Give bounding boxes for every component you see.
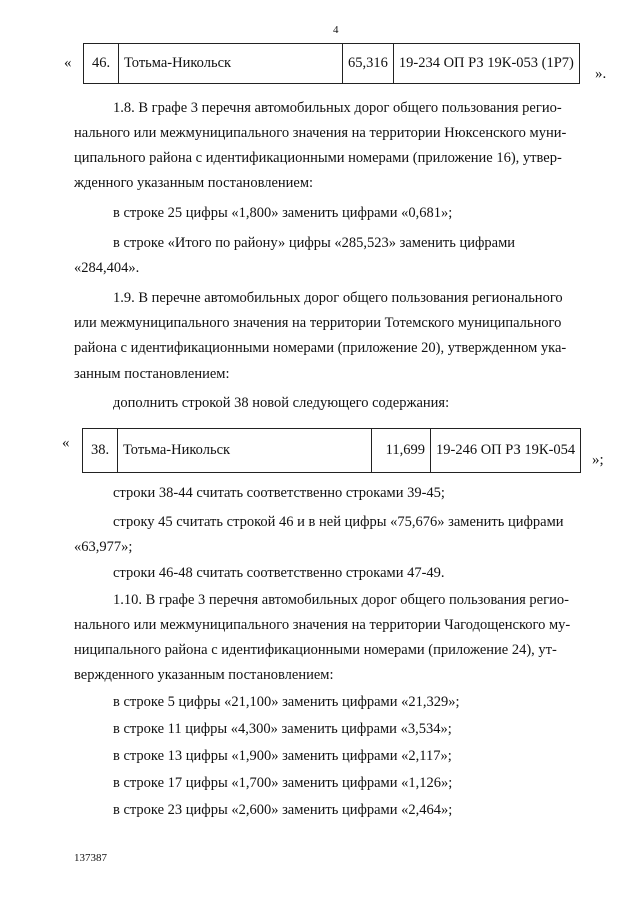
road-id: 19-246 ОП РЗ 19К-054 [431,429,581,473]
open-quote: « [64,55,72,71]
row-number: 38. [83,429,118,473]
text-line: в строке 23 цифры «2,600» заменить цифрами «2,464»; [113,802,453,818]
road-id: 19-234 ОП РЗ 19К-053 (1Р7) [393,44,579,84]
text-line: нального или межмуниципального значения на территории Нюксенского муни- [74,125,567,141]
text-line: строки 38-44 считать соответственно строками 39-45; [113,485,445,501]
text-line: в строке 17 цифры «1,700» заменить цифрами «1,126»; [113,775,453,791]
road-length: 11,699 [372,429,431,473]
text-line: в строке «Итого по району» цифры «285,523» заменить цифрами [113,235,516,251]
text-line: 1.10. В графе 3 перечня автомобильных дорог общего пользования регио- [113,592,569,608]
close-quote: »; [592,452,604,468]
text-line: нального или межмуниципального значения на территории Чагодощенского му- [74,617,571,633]
text-line: ципального района с идентификационными номерами (приложение 16), утвер- [74,150,562,166]
text-line: «284,404». [74,260,140,276]
road-table-row-38 [82,428,581,473]
text-line: в строке 13 цифры «1,900» заменить цифрами «2,117»; [113,748,452,764]
document-id-footer: 137387 [74,852,107,864]
text-line: или межмуниципального значения на территории Тотемского муниципального [74,315,562,331]
road-table-row-46 [83,43,580,84]
text-line: в строке 5 цифры «21,100» заменить цифрами «21,329»; [113,694,460,710]
text-line: строку 45 считать строкой 46 и в ней цифры «75,676» заменить цифрами [113,514,564,530]
text-line: «63,977»; [74,539,133,555]
text-line: строки 46-48 считать соответственно строками 47-49. [113,565,445,581]
text-line: жденного указанным постановлением: [74,175,314,191]
text-line: в строке 11 цифры «4,300» заменить цифрами «3,534»; [113,721,452,737]
road-name: Тотьма-Никольск [118,429,372,473]
text-line: 1.8. В графе 3 перечня автомобильных дорог общего пользования регио- [113,100,562,116]
text-line: вержденного указанным постановлением: [74,667,334,683]
text-line: 1.9. В перечне автомобильных дорог общего пользования регионального [113,290,563,306]
open-quote: « [62,435,70,451]
road-name: Тотьма-Никольск [119,44,343,84]
road-length: 65,316 [343,44,394,84]
text-line: дополнить строкой 38 новой следующего содержания: [113,395,450,411]
row-number: 46. [84,44,119,84]
text-line: ниципального района с идентификационными номерами (приложение 24), ут- [74,642,557,658]
page-number: 4 [333,24,339,36]
text-line: района с идентификационными номерами (приложение 20), утвержденном ука- [74,340,567,356]
text-line: занным постановлением: [74,366,230,382]
text-line: в строке 25 цифры «1,800» заменить цифрами «0,681»; [113,205,453,221]
close-quote: ». [595,66,607,82]
